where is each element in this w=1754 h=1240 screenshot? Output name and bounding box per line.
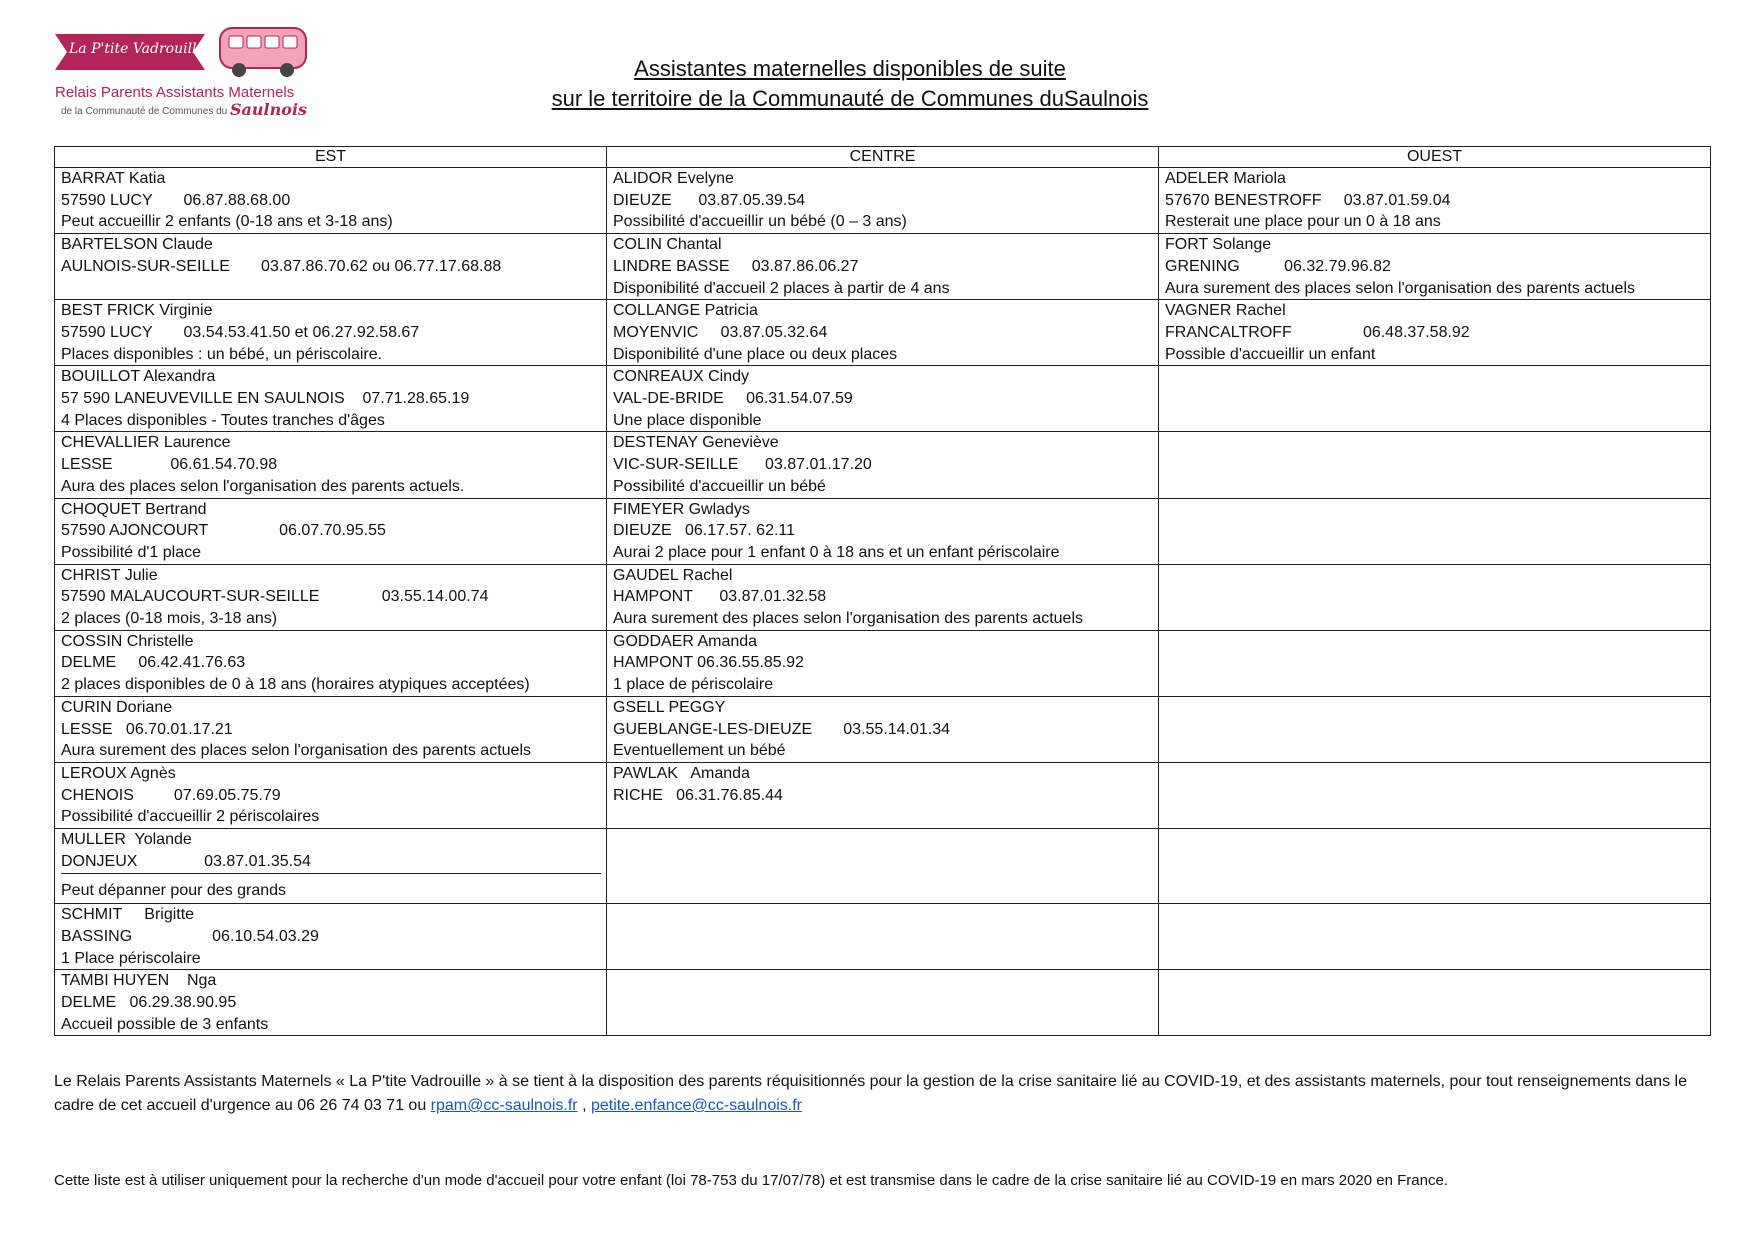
assistant-availability: Une place disponible	[613, 411, 762, 429]
table-row	[55, 168, 1711, 234]
empty-cell	[607, 829, 1159, 904]
table-cell	[607, 564, 1159, 630]
table-cell	[1159, 234, 1711, 300]
assistant-contact: VAL-DE-BRIDE 06.31.54.07.59	[613, 390, 853, 408]
table-cell	[1159, 168, 1711, 234]
assistant-contact: 57590 MALAUCOURT-SUR-SEILLE 03.55.14.00.74	[61, 588, 489, 606]
assistant-availability: Peut dépanner pour des grands	[61, 881, 287, 899]
assistant-name: COLIN Chantal	[613, 236, 722, 254]
assistant-contact: DELME 06.29.38.90.95	[61, 993, 237, 1011]
title-line1: Assistantes maternelles disponibles de suite	[634, 56, 1066, 81]
assistant-name: BARTELSON Claude	[61, 236, 213, 254]
table-row	[55, 498, 1711, 564]
table-cell	[55, 762, 607, 828]
assistant-availability: Peut accueillir 2 enfants (0-18 ans et 3-18 ans)	[61, 213, 393, 231]
assistant-availability: Possibilité d'accueillir 2 périscolaires	[61, 808, 320, 826]
assistant-name: BARRAT Katia	[61, 170, 166, 187]
assistant-contact: 57590 LUCY 06.87.88.68.00	[61, 191, 291, 209]
legal-notice: Cette liste est à utiliser uniquement pour la recherche d'un mode d'accueil pour votre enfant (loi 78-753 du 17/07/78) et est transmise dans le cadre de la crise sanitaire lié au COVID-19 en mars 2020 en France.	[54, 1172, 1448, 1189]
assistant-name: TAMBI HUYEN Nga	[61, 972, 217, 990]
table-header-row	[55, 147, 1711, 168]
assistant-contact: LINDRE BASSE 03.87.86.06.27	[613, 257, 859, 275]
assistant-contact: 57 590 LANEUVEVILLE EN SAULNOIS 07.71.28.65.19	[61, 390, 470, 408]
table-row	[55, 829, 1711, 904]
table-row	[55, 762, 1711, 828]
assistant-availability: Aurai 2 place pour 1 enfant 0 à 18 ans et un enfant périscolaire	[613, 543, 1060, 561]
assistant-name: GAUDEL Rachel	[613, 566, 733, 584]
assistant-availability: Resterait une place pour un 0 à 18 ans	[1165, 213, 1441, 231]
table-cell	[55, 696, 607, 762]
assistant-availability: Aura surement des places selon l'organisation des parents actuels	[1165, 279, 1635, 297]
table-cell	[55, 829, 607, 904]
assistant-contact: FRANCALTROFF 06.48.37.58.92	[1165, 323, 1470, 341]
table-cell	[607, 696, 1159, 762]
table-row	[55, 432, 1711, 498]
table-row	[55, 904, 1711, 970]
assistant-contact: DIEUZE 06.17.57. 62.11	[613, 522, 796, 540]
assistant-name: CHRIST Julie	[61, 566, 158, 584]
assistant-availability: Disponibilité d'accueil 2 places à partir de 4 ans	[613, 279, 950, 297]
assistant-availability: Possibilité d'accueillir un bébé	[613, 477, 826, 495]
empty-cell	[1159, 904, 1711, 970]
assistant-contact: DONJEUX 03.87.01.35.54	[61, 851, 601, 874]
table-cell	[55, 970, 607, 1036]
assistant-contact: RICHE 06.31.76.85.44	[613, 786, 783, 804]
logo-saulnois: Saulnois	[230, 100, 308, 119]
assistant-contact: AULNOIS-SUR-SEILLE 03.87.86.70.62 ou 06.77.17.68.88	[61, 257, 502, 275]
assistant-availability: Possibilité d'1 place	[61, 543, 202, 561]
notice-paragraph	[54, 1070, 1714, 1118]
assistant-availability: Aura surement des places selon l'organisation des parents actuels	[61, 742, 531, 760]
assistant-contact: LESSE 06.70.01.17.21	[61, 720, 233, 738]
table-row	[55, 564, 1711, 630]
assistant-name: GODDAER Amanda	[613, 632, 758, 650]
page-title	[480, 54, 1220, 114]
assistant-name: ALIDOR Evelyne	[613, 170, 734, 187]
assistant-name: CHOQUET Bertrand	[61, 500, 207, 518]
table-row	[55, 300, 1711, 366]
assistant-contact: LESSE 06.61.54.70.98	[61, 456, 278, 474]
email-link-petite-enfance[interactable]: petite.enfance@cc-saulnois.fr	[590, 1097, 802, 1114]
email-separator: ,	[577, 1097, 591, 1114]
logo-line1: Relais Parents Assistants Maternels	[55, 84, 295, 101]
assistant-name: LEROUX Agnès	[61, 764, 176, 782]
empty-cell	[1159, 630, 1711, 696]
email-link-rpam[interactable]: rpam@cc-saulnois.fr	[430, 1097, 578, 1114]
logo	[55, 20, 325, 120]
assistant-contact: GUEBLANGE-LES-DIEUZE 03.55.14.01.34	[613, 720, 951, 738]
assistant-name: COLLANGE Patricia	[613, 302, 758, 320]
table-cell	[55, 300, 607, 366]
assistant-name: GSELL PEGGY	[613, 698, 726, 716]
assistant-availability: Possible d'accueillir un enfant	[1165, 345, 1376, 363]
table-row	[55, 366, 1711, 432]
assistant-contact: CHENOIS 07.69.05.75.79	[61, 786, 281, 804]
empty-cell	[1159, 829, 1711, 904]
column-header-centre: CENTRE	[607, 147, 1159, 168]
assistant-name: CURIN Doriane	[61, 698, 173, 716]
assistant-name: MULLER Yolande	[61, 831, 192, 849]
empty-cell	[1159, 564, 1711, 630]
assistant-contact: DELME 06.42.41.76.63	[61, 654, 246, 672]
table-cell	[607, 762, 1159, 828]
assistant-availability: Places disponibles : un bébé, un périscolaire.	[61, 345, 383, 363]
empty-cell	[1159, 762, 1711, 828]
table-row	[55, 234, 1711, 300]
empty-cell	[1159, 432, 1711, 498]
assistant-name: BOUILLOT Alexandra	[61, 368, 216, 386]
table-cell	[607, 234, 1159, 300]
assistant-availability: Aura des places selon l'organisation des parents actuels.	[61, 477, 465, 495]
assistant-availability: 1 place de périscolaire	[613, 676, 774, 694]
assistant-contact: HAMPONT 03.87.01.32.58	[613, 588, 827, 606]
table-cell	[607, 366, 1159, 432]
logo-banner-text: La P'tite Vadrouille	[69, 41, 205, 57]
assistant-contact: BASSING 06.10.54.03.29	[61, 927, 319, 945]
table-cell	[607, 498, 1159, 564]
assistant-availability: Possibilité d'accueillir un bébé (0 – 3 ans)	[613, 213, 907, 231]
assistant-availability: Aura surement des places selon l'organisation des parents actuels	[613, 610, 1083, 628]
assistant-availability: 2 places (0-18 mois, 3-18 ans)	[61, 610, 278, 628]
table-cell	[55, 366, 607, 432]
assistant-contact: DIEUZE 03.87.05.39.54	[613, 191, 806, 209]
assistant-name: ADELER Mariola	[1165, 170, 1286, 187]
assistant-contact: VIC-SUR-SEILLE 03.87.01.17.20	[613, 456, 872, 474]
table-cell	[55, 234, 607, 300]
assistant-name: DESTENAY Geneviève	[613, 434, 779, 452]
assistant-name: FIMEYER Gwladys	[613, 500, 750, 518]
table-row	[55, 970, 1711, 1036]
assistant-contact: 57670 BENESTROFF 03.87.01.59.04	[1165, 191, 1451, 209]
notice-text: Le Relais Parents Assistants Maternels « La P'tite Vadrouille » à se tient à la disposition des parents réquisitionnés pour la gestion de la crise sanitaire lié au COVID-19, et des assistants maternels, pour tout renseignements dans le cadre de cet accueil d'urgence au 06 26 74 03 71 ou	[54, 1073, 1687, 1114]
table-cell	[55, 168, 607, 234]
table-row	[55, 630, 1711, 696]
table-cell	[1159, 300, 1711, 366]
empty-cell	[1159, 696, 1711, 762]
column-header-ouest: OUEST	[1159, 147, 1711, 168]
table-cell	[55, 630, 607, 696]
table-cell	[55, 498, 607, 564]
assistant-name: SCHMIT Brigitte	[61, 906, 195, 924]
assistant-name: CONREAUX Cindy	[613, 368, 750, 386]
assistant-name: COSSIN Christelle	[61, 632, 194, 650]
table-cell	[607, 432, 1159, 498]
empty-cell	[607, 904, 1159, 970]
logo-line2: de la Communauté de Communes du	[61, 106, 228, 117]
assistant-name: VAGNER Rachel	[1165, 302, 1286, 320]
empty-cell	[1159, 970, 1711, 1036]
bus-icon	[215, 20, 315, 80]
table-cell	[607, 630, 1159, 696]
table-cell	[55, 564, 607, 630]
assistant-availability: 1 Place périscolaire	[61, 949, 201, 967]
assistant-contact: 57590 AJONCOURT 06.07.70.95.55	[61, 522, 386, 540]
table-cell	[55, 904, 607, 970]
table-cell	[607, 168, 1159, 234]
assistant-name: BEST FRICK Virginie	[61, 302, 213, 320]
assistant-availability: Eventuellement un bébé	[613, 742, 786, 760]
title-line2: sur le territoire de la Communauté de Communes duSaulnois	[551, 86, 1149, 111]
assistant-name: PAWLAK Amanda	[613, 764, 750, 782]
assistant-availability: 2 places disponibles de 0 à 18 ans (horaires atypiques acceptées)	[61, 676, 530, 694]
empty-cell	[1159, 498, 1711, 564]
assistant-contact: MOYENVIC 03.87.05.32.64	[613, 323, 828, 341]
column-header-est: EST	[55, 147, 607, 168]
empty-cell	[607, 970, 1159, 1036]
assistants-table	[54, 146, 1711, 1036]
table-row	[55, 696, 1711, 762]
assistant-availability: Disponibilité d'une place ou deux places	[613, 345, 898, 363]
assistant-name: FORT Solange	[1165, 236, 1272, 254]
assistant-availability: 4 Places disponibles - Toutes tranches d'âges	[61, 411, 385, 429]
table-cell	[55, 432, 607, 498]
assistant-contact: GRENING 06.32.79.96.82	[1165, 257, 1391, 275]
table-cell	[607, 300, 1159, 366]
assistant-name: CHEVALLIER Laurence	[61, 434, 231, 452]
empty-cell	[1159, 366, 1711, 432]
assistant-contact: 57590 LUCY 03.54.53.41.50 et 06.27.92.58.67	[61, 323, 420, 341]
assistant-contact: HAMPONT 06.36.55.85.92	[613, 654, 804, 672]
assistant-availability: Accueil possible de 3 enfants	[61, 1015, 269, 1033]
